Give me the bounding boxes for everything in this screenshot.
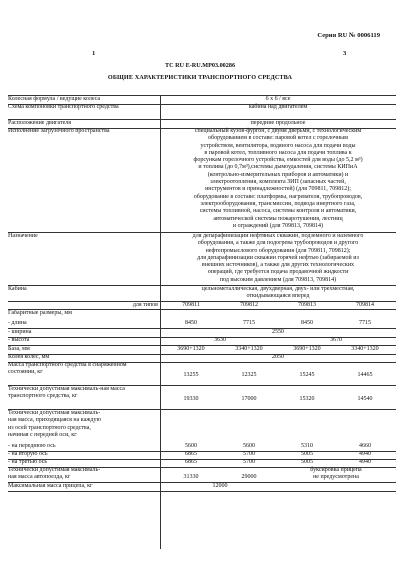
purpose-line: внешних источников), а также для других технологических — [201, 262, 355, 269]
label-axle-3: - на третью ось — [8, 459, 48, 465]
value-track: 2050 — [272, 354, 284, 360]
label-wheel-formula: Колесная формула / ведущие колеса — [8, 96, 101, 102]
train-mass-line: ная масса автопоезда, кг — [8, 474, 71, 481]
value-width: 2550 — [272, 329, 284, 335]
label-layout: Схема компоновки транспортного средства — [8, 104, 119, 110]
value-cab — [162, 286, 394, 301]
label-track: Колея колес, мм — [8, 354, 50, 360]
type-value: 709814 — [356, 302, 374, 308]
cargo-line: оборудованием в составе: паровой котел с горелочным — [208, 135, 348, 142]
cab-line: откидывающаяся вперед — [246, 293, 310, 300]
purpose-line: оборудования, а также для подогрева трубопроводов и другого — [197, 240, 359, 247]
serial-number: Серия RU № 0006119 — [317, 32, 380, 39]
value-purpose — [162, 233, 394, 284]
cargo-line: (контрольно-измерительных приборов и автоматики) и — [207, 171, 349, 178]
height-value: 3670 — [330, 337, 342, 343]
gross-mass-value: 17000 — [241, 396, 257, 402]
label-train-mass — [8, 467, 153, 482]
value-cargo-space — [162, 128, 394, 230]
gross-mass-value: 15320 — [299, 396, 315, 402]
cargo-line: в паровой котел, топливного насоса для подачи топлива к — [204, 149, 352, 156]
type-value: 709811 — [182, 302, 200, 308]
label-length: - длина — [8, 320, 27, 326]
axle-mass-line: начиная с передней оси, кг — [8, 431, 77, 438]
label-types: для типов — [132, 302, 158, 308]
wheelbase-value: 3340+1320 — [351, 346, 379, 352]
axle-3-value: 5700 — [243, 459, 255, 465]
axle-2-value: 5700 — [243, 451, 255, 457]
axle-mass-line: ная масса, приходящаяся на каждую — [8, 417, 101, 424]
axle-3-value: 5005 — [301, 459, 313, 465]
gross-mass-value: 14540 — [357, 396, 373, 402]
label-axle-mass — [8, 410, 153, 439]
value-trailer-mass: 12000 — [212, 483, 228, 489]
page-number-right: 3 — [343, 50, 347, 57]
wheelbase-value: 3690+1320 — [177, 346, 205, 352]
length-value: 8450 — [301, 320, 313, 326]
value-layout: кабина над двигателем — [248, 104, 308, 110]
purpose-line: для депарафинизации нефтяных скважин, подземного и наземного — [192, 233, 364, 239]
gross-mass-value: 19330 — [183, 396, 199, 402]
cargo-line: электроотопления, комплекта ЗИП (запасных частей, — [210, 179, 346, 186]
value-wheel-formula: 6 x 6 / все — [265, 96, 291, 102]
purpose-line: для депарафинизации скважин горячей нефтью (забираемой из — [197, 254, 359, 261]
purpose-line: нефтепромыслового оборудования (для 709811, 709812); — [205, 247, 351, 254]
label-dimensions: Габаритные размеры, мм — [8, 310, 72, 316]
cargo-line: оборудование в составе: платформы, нагревателя, трубопроводов, — [193, 193, 363, 200]
cargo-line: форсункам горелочного устройства, емкостей для воды (до 5,2 м³) — [193, 157, 363, 164]
curb-mass-value: 13255 — [183, 372, 199, 378]
certificate-number: ТС RU E-RU.MP03.00286 — [164, 62, 236, 69]
label-purpose: Назначение — [8, 233, 38, 239]
height-value: 3630 — [214, 337, 226, 343]
train-mass-value: 29000 — [241, 474, 257, 480]
value-engine-position: передние продольное — [250, 120, 306, 126]
wheelbase-value: 3340+1320 — [235, 346, 263, 352]
train-mass-value: 31330 — [183, 474, 199, 480]
train-mass-note-line: буксировка прицепа — [310, 467, 362, 473]
axle-1-value: 5310 — [301, 443, 313, 449]
type-value: 709813 — [298, 302, 316, 308]
length-value: 7715 — [243, 320, 255, 326]
wheelbase-value: 3690+1320 — [293, 346, 321, 352]
cargo-line: специальный кузов-фургон, с двумя дверьми, с технологическим — [194, 128, 362, 134]
length-value: 7715 — [359, 320, 371, 326]
cargo-line: системы топливной, насоса, системы контроля и автоматики, — [199, 208, 357, 215]
axle-3-value: 4940 — [359, 459, 371, 465]
type-value: 709812 — [240, 302, 258, 308]
axle-mass-line: Технически допустимая максималь- — [8, 410, 101, 416]
axle-1-value: 5600 — [243, 443, 255, 449]
axle-2-value: 4940 — [359, 451, 371, 457]
purpose-line: операций, где требуется подача продавочной жидкости — [207, 269, 349, 276]
label-trailer-mass: Максимальная масса прицепа, кг — [8, 483, 93, 489]
train-mass-note — [278, 467, 394, 482]
label-cab: Кабина — [8, 286, 27, 292]
label-height: - высота — [8, 337, 30, 343]
axle-1-value: 4660 — [359, 443, 371, 449]
label-curb-mass: Масса транспортного средства в снаряженном состоянии, кг — [8, 362, 127, 376]
column-divider — [160, 95, 161, 549]
label-width: - ширина — [8, 329, 32, 335]
row-divider — [8, 491, 396, 492]
label-cargo-space: Исполнение загрузочного пространства — [8, 128, 110, 134]
page-number-left: 1 — [92, 50, 96, 57]
cargo-line: и топлива (до 0,7м³),системы дымоудаления, системы КИПиА — [198, 164, 358, 171]
cargo-line: устройством, вентилятора, водяного насоса для подачи воды — [200, 142, 356, 149]
cargo-line: электрооборудования, трансмиссии, подвода инертного газа, — [200, 200, 356, 207]
cargo-line: автоматической системы пожаротушения, лестниц — [213, 215, 343, 222]
purpose-line: под высоким давлением (для 709813, 709814) — [219, 276, 337, 283]
curb-mass-value: 12325 — [241, 372, 257, 378]
specs-table — [8, 95, 396, 555]
train-mass-line: Технически допустимая максималь- — [8, 467, 101, 473]
axle-1-value: 5600 — [185, 443, 197, 449]
label-gross-mass: Технически допустимая максималь-ная масса транспортного средства, кг — [8, 386, 125, 400]
label-axle-2: - на вторую ось — [8, 451, 48, 457]
cargo-line: и ограждений (для 709813, 709814) — [232, 222, 324, 229]
label-engine-position: Расположение двигателя — [8, 120, 72, 126]
axle-2-value: 6865 — [185, 451, 197, 457]
length-value: 8450 — [185, 320, 197, 326]
axle-mass-line: из осей транспортного средства, — [8, 424, 91, 431]
axle-3-value: 6865 — [185, 459, 197, 465]
cargo-line: инструментов и принадлежностей) (для 709811, 709812); — [205, 186, 351, 193]
label-axle-1: - на переднюю ось — [8, 443, 56, 449]
curb-mass-value: 14465 — [357, 372, 373, 378]
cab-line: цельнометаллическая, двухдверная, двух- или трехместная, — [201, 286, 355, 292]
axle-2-value: 5005 — [301, 451, 313, 457]
curb-mass-value: 15245 — [299, 372, 315, 378]
train-mass-note-line: не предусмотрена — [313, 474, 359, 481]
label-wheelbase: База, мм — [8, 346, 30, 352]
page-title: ОБЩИЕ ХАРАКТЕРИСТИКИ ТРАНСПОРТНОГО СРЕДСТВА — [107, 74, 293, 81]
